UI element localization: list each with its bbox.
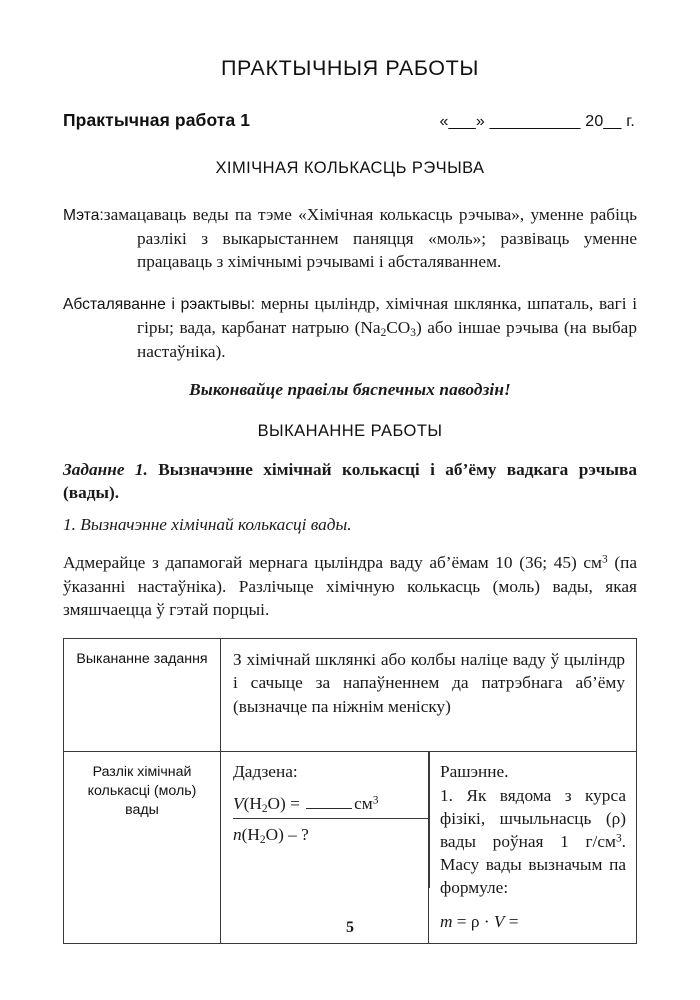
row1-label-cell	[64, 639, 221, 752]
safety-warning: Выконвайце правілы бяспечных паводзін!	[189, 379, 511, 399]
instruction-text-part1: Адмерайце з дапамогай мернага цыліндра ваду аб’ёмам 10 (36; 45) см	[63, 553, 602, 573]
mass-formula-eq: = ρ ·	[452, 912, 494, 932]
volume-symbol: V	[233, 793, 244, 813]
equipment-text-after: ) або іншае рэчыва (на выбар настаўніка).	[137, 318, 637, 361]
amount-paren-open: (H	[241, 825, 260, 845]
inner-column-divider	[429, 752, 430, 888]
water-sub-2-numerator: 2	[261, 802, 268, 815]
amount-symbol: n	[233, 825, 242, 845]
given-title: Дадзена:	[233, 762, 298, 782]
solution-title: Рашэнне.	[440, 762, 509, 782]
given-amount-line	[233, 819, 428, 846]
amount-tail: O) – ?	[265, 825, 309, 845]
volume-paren-open: (H	[243, 793, 262, 813]
given-formula-fraction	[233, 793, 428, 846]
goal-label: Мэта:	[63, 207, 104, 224]
page-title: ПРАКТЫЧНЫЯ РАБОТЫ	[221, 56, 479, 80]
sodium-carbonate-sub-3: 3	[410, 327, 416, 340]
given-block	[221, 752, 428, 943]
goal-text: замацаваць веды па тэме «Хімічная колькасць рэчыва», уменне рабіць разлікі з выкарыстаннем паняцця «моль»; развіваць уменне працаваць з хімічнымі рэчывамі і абсталяваннем.	[103, 205, 637, 272]
page-content	[63, 0, 637, 944]
instruction-paragraph	[63, 551, 637, 621]
solution-cubic-sup: 3	[615, 832, 622, 845]
date-blank-field: «___» __________ 20__ г.	[439, 113, 635, 130]
equipment-label: Абсталяванне і рэактывы:	[63, 296, 256, 314]
task-title: Вызначэнне хімічнай колькасці і аб’ёму вадкага рэчыва (вады).	[63, 459, 637, 503]
task-number: Заданне 1.	[63, 459, 148, 479]
execution-section-title: ВЫКАНАННЕ РАБОТЫ	[257, 421, 443, 440]
table-row	[64, 752, 637, 944]
instruction-text-part2: (па ўказанні настаўніка). Разлічыце хімічную колькасць (моль) вады, якая змяшчаецца ў гэтай порцыі.	[63, 553, 637, 619]
water-sub-2-denominator: 2	[259, 834, 266, 847]
row1-body-text: З хімічнай шклянкі або колбы наліце ваду ў цыліндр і сачыце за напаўненнем да патрэбнага аб’ёму (вызначце па ніжнім меніску)	[233, 650, 625, 716]
instruction-cubic-sup: 3	[601, 553, 608, 566]
table-row	[64, 639, 637, 752]
practical-work-header	[63, 110, 637, 131]
volume-unit-sup: 3	[372, 794, 379, 807]
solution-step-text	[440, 784, 626, 899]
task-heading	[63, 458, 637, 504]
row1-body-cell[interactable]	[221, 639, 637, 752]
row1-label: Выкананне задання	[76, 651, 208, 668]
equipment-paragraph	[63, 292, 637, 362]
sodium-carbonate-sub-2: 2	[380, 327, 387, 340]
solution-block	[429, 752, 636, 942]
page-number: 5	[346, 919, 354, 936]
sodium-carbonate-co: CO	[386, 318, 411, 338]
volume-symbol-formula: V	[493, 912, 505, 932]
volume-unit: см	[354, 793, 373, 813]
solution-step-part1: 1. Як вядома з курса фізікі, шчыльнасць (ρ) вады роўная 1 г/см	[440, 785, 626, 851]
practical-work-title: Практычная работа 1	[63, 110, 251, 130]
volume-blank-field[interactable]	[306, 794, 352, 809]
row2-label-cell	[64, 752, 221, 944]
solution-cell[interactable]	[429, 752, 637, 944]
topic-title: ХІМІЧНАЯ КОЛЬКАСЦЬ РЭЧЫВА	[215, 159, 485, 177]
given-cell[interactable]	[221, 752, 429, 944]
given-volume-line	[233, 793, 428, 820]
volume-eq: O) =	[267, 793, 305, 813]
solution-step-part2: . Масу вады вызначым па формуле:	[440, 831, 626, 897]
subtask-heading: 1. Вызначэнне хімічнай колькасці вады.	[63, 515, 352, 535]
goal-paragraph	[63, 203, 637, 273]
mass-symbol: m	[440, 912, 453, 932]
equipment-text-before: мерны цыліндр, хімічная шклянка, шпаталь, вагі і гіры; вада, карбанат натрыю (Na	[137, 294, 637, 338]
mass-formula-tail: =	[504, 912, 519, 932]
worksheet-table	[63, 638, 637, 944]
row2-label: Разлік хімічнай колькасці (моль) вады	[87, 764, 197, 818]
